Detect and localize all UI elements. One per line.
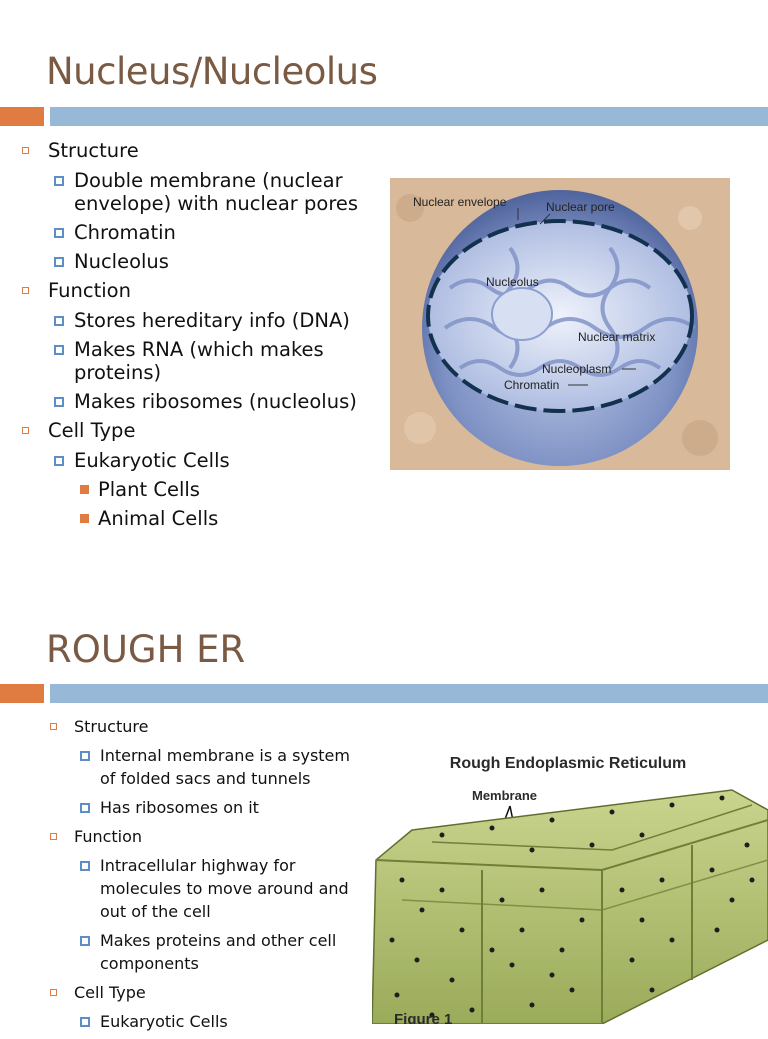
slide-rough-er: [0, 600, 768, 1031]
bullet-function: Function: [48, 825, 368, 848]
bullet-function: Function: [20, 279, 380, 302]
sub-bullet: Makes proteins and other cell components: [48, 929, 368, 975]
sub-bullet: Has ribosomes on it: [48, 796, 368, 819]
accent-bar-orange: [0, 107, 44, 126]
sub-bullet: Nucleolus: [20, 250, 380, 273]
figure-caption: Figure 1: [394, 1011, 453, 1024]
sub-sub-bullet: Plant Cells: [20, 478, 380, 501]
bullet-list: [48, 715, 368, 1039]
label-nucleoplasm: Nucleoplasm: [542, 362, 612, 376]
sub-bullet: Eukaryotic Cells: [20, 449, 380, 472]
rough-er-diagram: [372, 750, 768, 1024]
nucleus-diagram: [390, 178, 730, 470]
sub-bullet: Eukaryotic Cells: [48, 1010, 368, 1033]
label-nuclear-matrix: Nuclear matrix: [578, 330, 656, 344]
rough-er-illustration: [372, 750, 768, 1024]
accent-bar-blue: [50, 684, 768, 703]
accent-bar-blue: [50, 107, 768, 126]
label-chromatin: Chromatin: [504, 378, 560, 392]
slide-title: ROUGH ER: [46, 628, 246, 671]
label-nuclear-pore: Nuclear pore: [546, 200, 615, 214]
sub-bullet: Stores hereditary info (DNA): [20, 309, 380, 332]
sub-bullet: Chromatin: [20, 221, 380, 244]
label-membrane: Membrane: [472, 788, 538, 803]
sub-bullet: Internal membrane is a system of folded sacs and tunnels: [48, 744, 368, 790]
accent-bar-orange: [0, 684, 44, 703]
label-nucleolus: Nucleolus: [486, 275, 539, 289]
nucleus-illustration: [390, 178, 730, 470]
sub-bullet: Makes ribosomes (nucleolus): [20, 390, 380, 413]
sub-bullet: Double membrane (nuclear envelope) with nuclear pores: [20, 169, 380, 215]
sub-bullet: Makes RNA (which makes proteins): [20, 338, 380, 384]
sub-bullet: Intracellular highway for molecules to move around and out of the cell: [48, 854, 368, 923]
figure-heading: Rough Endoplasmic Reticulum: [449, 755, 687, 772]
label-nuclear-envelope: Nuclear envelope: [413, 195, 507, 209]
bullet-list: [20, 137, 380, 536]
bullet-cell-type: Cell Type: [48, 981, 368, 1004]
bullet-structure: Structure: [20, 139, 380, 162]
sub-sub-bullet: Animal Cells: [20, 507, 380, 530]
bullet-structure: Structure: [48, 715, 368, 738]
bullet-cell-type: Cell Type: [20, 419, 380, 442]
slide-title: Nucleus/Nucleolus: [46, 50, 378, 93]
